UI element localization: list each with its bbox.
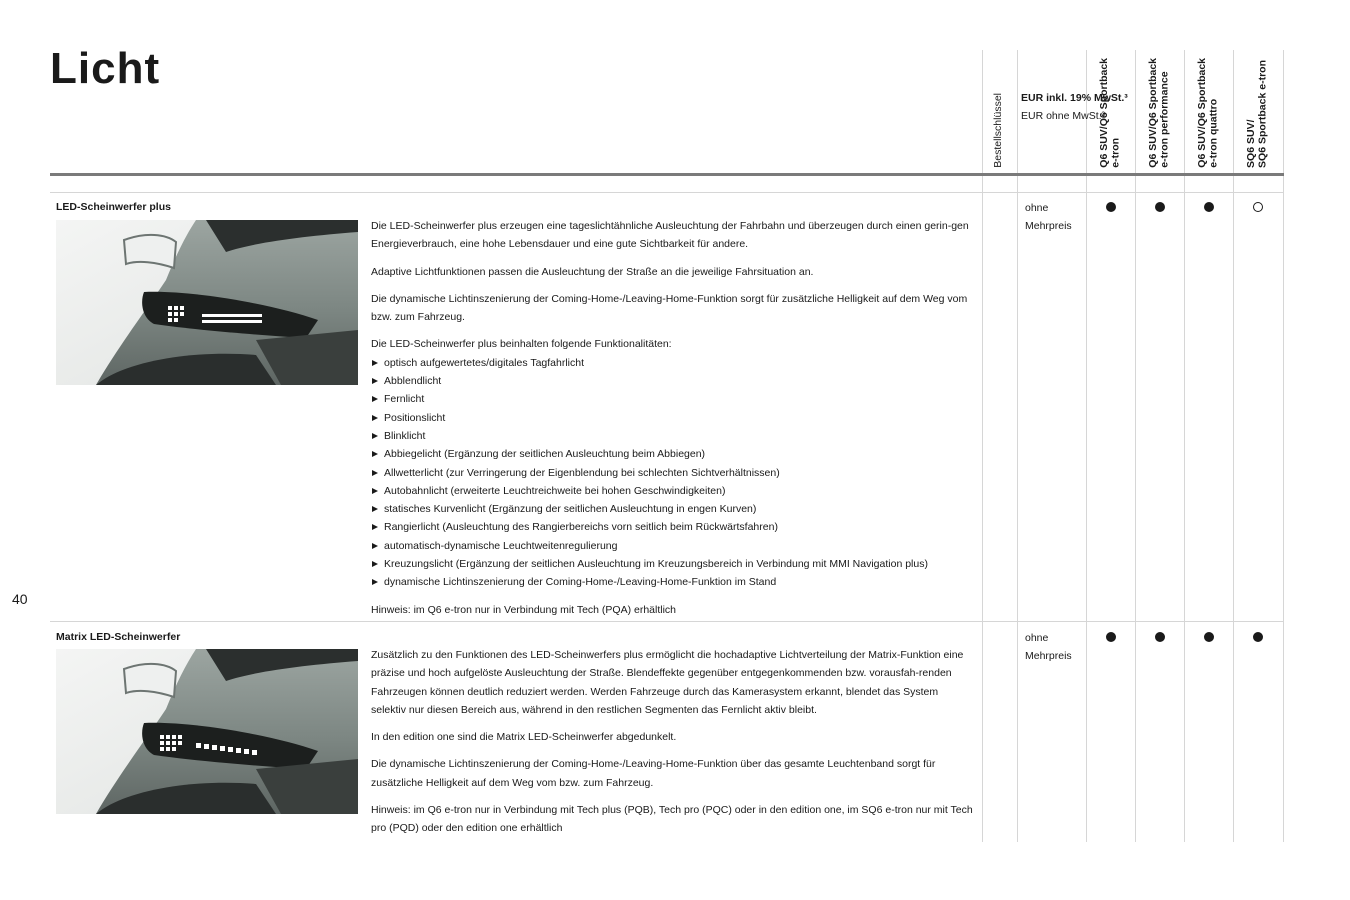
- model-header-sq6: SQ6 SUV/ SQ6 Sportback e-tron: [1245, 60, 1269, 168]
- availability-mark: [1204, 632, 1214, 642]
- price-excl-header: EUR ohne MwSt.³: [1021, 110, 1106, 123]
- paragraph: In den edition one sind die Matrix LED-Scheinwerfer abgedunkelt.: [371, 731, 677, 744]
- availability-mark: [1106, 632, 1116, 642]
- availability-mark: [1204, 202, 1214, 212]
- model-header-q6: Q6 SUV/Q6 Sportback e-tron: [1098, 58, 1122, 168]
- matrix-led-headlight-image: [56, 649, 358, 814]
- model-header-q6-performance: Q6 SUV/Q6 Sportback e-tron performance: [1147, 58, 1171, 168]
- paragraph: Adaptive Lichtfunktionen passen die Ausleuchtung der Straße an die jeweilige Fahrsituation an.: [371, 265, 814, 278]
- feature-list: [371, 354, 976, 592]
- list-item: automatisch-dynamische Leuchtweitenregulierung: [371, 537, 976, 555]
- list-item: Abbiegelicht (Ergänzung der seitlichen Ausleuchtung beim Abbiegen): [371, 445, 976, 463]
- availability-mark: [1253, 202, 1263, 212]
- price-cell: ohne Mehrpreis: [1025, 202, 1072, 233]
- availability-mark: [1106, 202, 1116, 212]
- paragraph: Zusätzlich zu den Funktionen des LED-Scheinwerfers plus ermöglicht die hochadaptive Lichtverteilung der Matrix-Funktion eine präzise und hoch aufgelöste Ausleuchtung der Straße. Blendeffekte gegenüber entgegenkommenden bzw. vorausfah-renden Fahrzeugen können deutlich reduziert werden. Werden Fahrzeuge durch das Kamerasystem erkannt, blendet das System selektiv nur diesen Bereich aus, während in den restlichen Segmenten das Fernlicht aktiv bleibt.: [371, 649, 964, 716]
- paragraph: Die LED-Scheinwerfer plus beinhalten folgende Funktionalitäten:: [371, 338, 672, 351]
- availability-mark: [1155, 632, 1165, 642]
- list-item: Abblendlicht: [371, 372, 976, 390]
- column-divider: [1086, 50, 1087, 842]
- page-number: 40: [12, 591, 28, 607]
- column-divider: [1135, 50, 1136, 842]
- model-header-q6-quattro: Q6 SUV/Q6 Sportback e-tron quattro: [1196, 58, 1220, 168]
- column-divider: [982, 50, 983, 842]
- paragraph: Die dynamische Lichtinszenierung der Coming-Home-/Leaving-Home-Funktion über das gesamte Leuchtenband sorgt für zusätzliche Helligkeit auf dem Weg vom bzw. zum Fahrzeug.: [371, 758, 936, 789]
- paragraph: Die LED-Scheinwerfer plus erzeugen eine tageslichtähnliche Ausleuchtung der Fahrbahn und überzeugen durch einen gerin-gen Energieverbrauch, eine hohe Lebensdauer und eine gute Sichtbarkeit für andere.: [371, 220, 969, 251]
- section-title-led-plus: LED-Scheinwerfer plus: [56, 201, 171, 213]
- header-rule: [50, 173, 1284, 176]
- availability-mark: [1253, 632, 1263, 642]
- list-item: Kreuzungslicht (Ergänzung der seitlichen Ausleuchtung im Kreuzungsbereich in Verbindung mit MMI Navigation plus): [371, 555, 976, 573]
- list-item: Positionslicht: [371, 409, 976, 427]
- list-item: statisches Kurvenlicht (Ergänzung der seitlichen Ausleuchtung in engen Kurven): [371, 500, 976, 518]
- list-item: Allwetterlicht (zur Verringerung der Eigenblendung bei schlechten Sichtverhältnissen): [371, 464, 976, 482]
- row-divider: [50, 192, 1284, 193]
- list-item: Blinklicht: [371, 427, 976, 445]
- page-title: Licht: [50, 44, 161, 93]
- price-cell: ohne Mehrpreis: [1025, 632, 1072, 663]
- note: Hinweis: im Q6 e-tron nur in Verbindung mit Tech plus (PQB), Tech pro (PQC) oder in den edition one, im SQ6 e-tron nur mit Tech pro (PQD) oder den edition one erhältlich: [371, 804, 973, 835]
- availability-mark: [1155, 202, 1165, 212]
- list-item: Fernlicht: [371, 390, 976, 408]
- section-desc-matrix-led: [371, 646, 976, 847]
- section-title-matrix-led: Matrix LED-Scheinwerfer: [56, 631, 181, 643]
- list-item: Autobahnlicht (erweiterte Leuchtreichweite bei hohen Geschwindigkeiten): [371, 482, 976, 500]
- column-divider: [1017, 50, 1018, 842]
- section-desc-led-plus: [371, 217, 976, 628]
- price-incl-header: EUR inkl. 19% MwSt.³: [1021, 92, 1128, 104]
- order-key-header: Bestellschlüssel: [992, 93, 1004, 168]
- list-item: dynamische Lichtinszenierung der Coming-Home-/Leaving-Home-Funktion im Stand: [371, 573, 976, 591]
- list-item: Rangierlicht (Ausleuchtung des Rangierbereichs vorn seitlich beim Rückwärtsfahren): [371, 518, 976, 536]
- column-divider: [1184, 50, 1185, 842]
- column-divider: [1233, 50, 1234, 842]
- paragraph: Die dynamische Lichtinszenierung der Coming-Home-/Leaving-Home-Funktion sorgt für zusätzliche Helligkeit auf dem Weg vom bzw. zum Fahrzeug.: [371, 292, 968, 324]
- led-headlight-image: [56, 220, 358, 385]
- column-divider: [1283, 50, 1284, 842]
- note: Hinweis: im Q6 e-tron nur in Verbindung mit Tech (PQA) erhältlich: [371, 603, 677, 616]
- row-divider: [50, 621, 1284, 622]
- list-item: optisch aufgewertetes/digitales Tagfahrlicht: [371, 354, 976, 372]
